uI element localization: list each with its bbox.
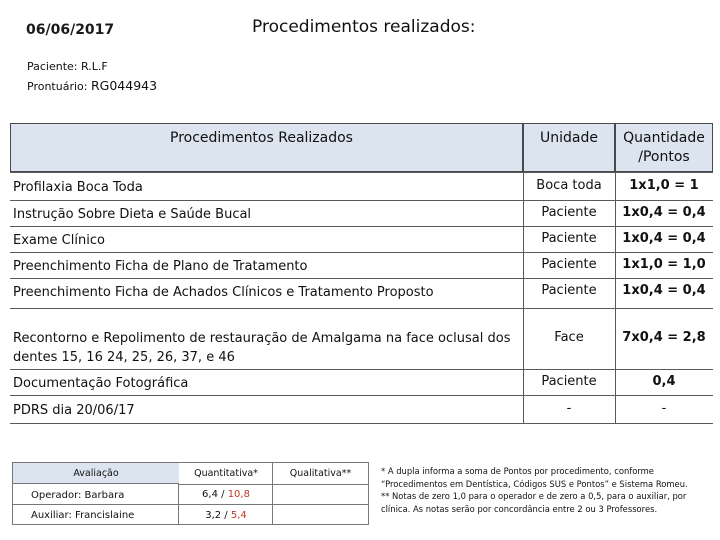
- procedure-cell: Preenchimento Ficha de Plano de Tratamento: [13, 259, 308, 274]
- record-label: Prontuário:: [27, 80, 88, 93]
- quantity-cell: 1x0,4 = 0,4: [622, 205, 706, 220]
- evaluation-header: Avaliação: [13, 463, 179, 484]
- quantity-cell: 1x1,0 = 1,0: [622, 257, 706, 272]
- unit-cell: Face: [554, 330, 584, 345]
- procedure-cell: Instrução Sobre Dieta e Saúde Bucal: [13, 207, 252, 222]
- patient-value: R.L.F: [81, 60, 108, 73]
- row-divider: [10, 252, 713, 253]
- patient-label: Paciente:: [27, 60, 78, 73]
- assistant-score-total: 5,4: [230, 510, 247, 521]
- row-divider: [10, 369, 713, 370]
- row-divider: [179, 484, 368, 485]
- row-divider: [10, 200, 713, 201]
- unit-cell: Paciente: [541, 231, 597, 246]
- quantity-cell: -: [661, 401, 667, 416]
- quantity-cell: 1x0,4 = 0,4: [622, 231, 706, 246]
- record-value: RG044943: [90, 78, 158, 93]
- procedure-cell: Documentação Fotográfica: [13, 376, 189, 391]
- unit-cell: Paciente: [541, 257, 597, 272]
- report-date: 06/06/2017: [26, 22, 115, 38]
- operator-label: Operador: Barbara: [31, 490, 125, 501]
- row-divider: [10, 395, 713, 396]
- evaluation-table: [12, 462, 369, 525]
- procedure-cell: Exame Clínico: [13, 233, 105, 248]
- assistant-score: [179, 510, 273, 521]
- row-divider: [10, 423, 713, 424]
- unit-cell: Paciente: [541, 374, 597, 389]
- unit-cell: -: [566, 401, 572, 416]
- procedure-cell: Recontorno e Repolimento de restauração de Amalgama na face oclusal dos dentes 15, 16 24, 25, 26, 37, e 46: [13, 331, 511, 365]
- procedure-cell: Profilaxia Boca Toda: [13, 180, 143, 195]
- assistant-label: Auxiliar: Francislaine: [31, 510, 135, 521]
- operator-score: [179, 489, 273, 500]
- row-divider: [10, 172, 713, 173]
- quantitative-header: Quantitativa*: [194, 468, 258, 479]
- operator-score-given: 6,4 /: [202, 489, 228, 500]
- footnote-quantitative: * A dupla informa a soma de Pontos por procedimento, conforme “Procedimentos em Dentística, Códigos SUS e Pontos” e Sistema Romeu.: [381, 466, 688, 489]
- procedure-cell: PDRS dia 20/06/17: [13, 403, 135, 418]
- record-info: [27, 78, 157, 93]
- operator-score-total: 10,8: [227, 489, 250, 500]
- footnotes: [381, 465, 701, 515]
- page-title: Procedimentos realizados:: [252, 17, 476, 37]
- unit-cell: Paciente: [541, 283, 597, 298]
- footnote-qualitative: ** Notas de zero 1,0 para o operador e de zero a 0,5, para o auxiliar, por clínica. As notas serão por concordância entre 2 ou 3 Professores.: [381, 491, 687, 514]
- quantity-cell: 1x1,0 = 1: [629, 178, 699, 193]
- unit-cell: Boca toda: [536, 178, 602, 193]
- patient-info: [27, 60, 108, 73]
- column-header-procedures: Procedimentos Realizados: [10, 123, 523, 172]
- assistant-score-given: 3,2 /: [205, 510, 231, 521]
- row-divider: [10, 226, 713, 227]
- quantity-cell: 0,4: [652, 374, 676, 389]
- row-divider: [10, 278, 713, 279]
- quantity-cell: 7x0,4 = 2,8: [622, 330, 706, 345]
- qualitative-header: Qualitativa**: [289, 468, 352, 479]
- unit-cell: Paciente: [541, 205, 597, 220]
- procedures-table: [10, 123, 713, 425]
- row-divider: [10, 308, 713, 309]
- row-divider: [13, 504, 368, 505]
- quantity-cell: 1x0,4 = 0,4: [622, 283, 706, 298]
- column-header-unit: Unidade: [523, 123, 615, 172]
- column-header-quantity: Quantidade /Pontos: [615, 123, 713, 172]
- procedure-cell: Preenchimento Ficha de Achados Clínicos e Tratamento Proposto: [13, 285, 434, 300]
